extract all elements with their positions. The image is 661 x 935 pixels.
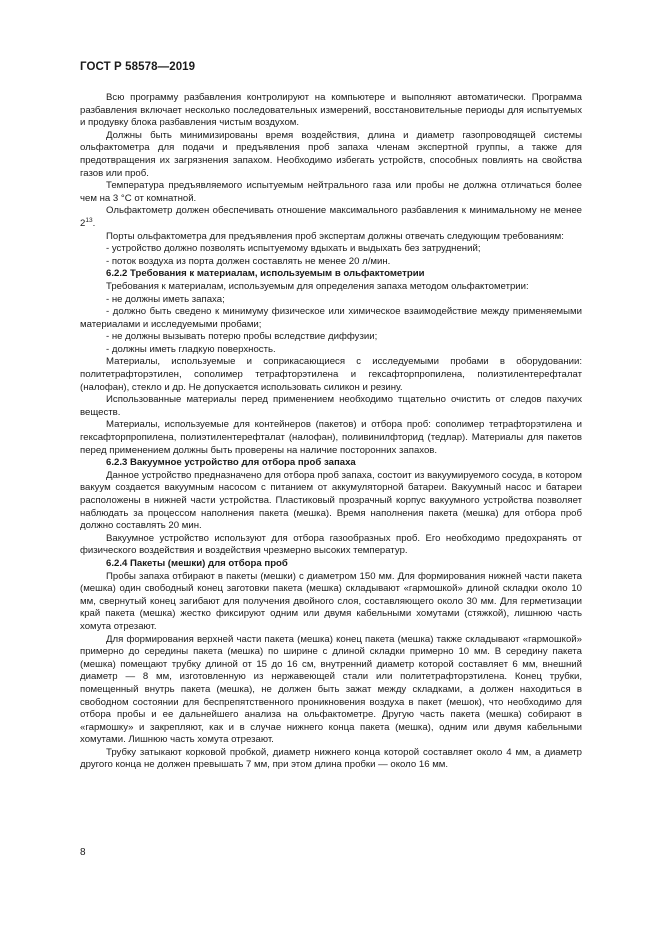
paragraph-text: Ольфактометр должен обеспечивать отношение максимального разбавления к минимальному не менее 2	[80, 205, 582, 229]
list-item: - устройство должно позволять испытуемому вдыхать и выдыхать без затруднений;	[106, 243, 481, 255]
paragraph: Для формирования верхней части пакета (мешка) конец пакета (мешка) также складывают «гармошкой» примерно до середины пакета (мешка) по ширине с длиной складки примерно 10 мм. В середину пакета (мешка) помещают трубку длиной от 15 до 16 см, внутренний диаметр которой составляет 6 мм, внешний диаметр — 8 мм, изготовленную из нержавеющей стали или политетрафторэтилена. Конец трубки, помещенный внутрь пакета (мешка), не должен быть зажат между складками, а должен находиться в свободном состоянии для беспрепятственного проникновения воздуха в пакет (мешок), что необходимо для отбора пробы и ее дальнейшего анализа на ольфактометре. Другую часть пакета (мешка) собирают в «гармошку» и закрепляют, как и в случае нижнего конца пакета (мешка), одним или двумя кабельными хомутами. Лишнюю часть хомута отрезают.	[80, 633, 582, 746]
paragraph: Использованные материалы перед применением необходимо тщательно очистить от следов пахучих веществ.	[80, 394, 582, 418]
paragraph: Температура предъявляемого испытуемым нейтрального газа или пробы не должна отличаться более чем на 3 °С от комнатной.	[80, 180, 582, 204]
paragraph: Всю программу разбавления контролируют на компьютере и выполняют автоматически. Программа разбавления включает несколько последовательных измерений, восстановительные периоды для испытуемых и продувку блока разбавления чистым воздухом.	[80, 92, 582, 129]
section-heading: 6.2.2 Требования к материалам, используемым в ольфактометрии	[106, 268, 425, 280]
paragraph	[80, 205, 582, 230]
standard-code-header: ГОСТ Р 58578—2019	[80, 61, 196, 73]
paragraph: Трубку затыкают корковой пробкой, диаметр нижнего конца которой составляет около 4 мм, а диаметр другого конца не должен превышать 7 мм, при этом длина пробки — около 16 мм.	[80, 746, 582, 771]
paragraph: - должно быть сведено к минимуму физическое или химическое взаимодействие между применяемыми материалами и исследуемыми пробами;	[80, 306, 582, 330]
paragraph: Порты ольфактометра для предъявления проб экспертам должны отвечать следующим требованиям:	[106, 230, 564, 242]
list-item: - не должны вызывать потерю пробы вследствие диффузии;	[106, 331, 378, 343]
list-item: - поток воздуха из порта должен составлять не менее 20 л/мин.	[106, 255, 391, 267]
section-heading: 6.2.4 Пакеты (мешки) для отбора проб	[106, 557, 288, 569]
page-number: 8	[80, 847, 86, 858]
exponent: 13	[85, 216, 93, 224]
paragraph: Материалы, используемые для контейнеров (пакетов) и отбора проб: сополимер тетрафторэтилена и гексафторпропилена, полиэтилентерефталат (налофан), поливинилфторид (тедлар). Материалы для пакетов перед применением должны быть проверены на наличие посторонних запахов.	[80, 419, 582, 456]
paragraph: Должны быть минимизированы время воздействия, длина и диаметр газопроводящей системы ольфактометра для подачи и предъявления проб запаха членам экспертной группы, а также для предотвращения их загрязнения запахом. Необходимо избегать устройств, способных повлиять на свойства газов или проб.	[80, 129, 582, 179]
paragraph: Вакуумное устройство используют для отбора газообразных проб. Его необходимо предохранять от физического воздействия и воздействия чрезмерно высоких температур.	[80, 532, 582, 557]
list-item: - должны иметь гладкую поверхность.	[106, 343, 276, 355]
paragraph: Данное устройство предназначено для отбора проб запаха, состоит из вакуумируемого сосуда, в котором вакуум создается вакуумным насосом с питанием от аккумуляторной батареи. Вакуумный насос и батареи расположены в нижней части устройства. Пластиковый прозрачный корпус вакуумного устройства позволяет наблюдать за процессом наполнения пакета (мешка). Время наполнения пакета (мешка) для отбора проб должно составлять 20 мин.	[80, 469, 582, 532]
section-heading: 6.2.3 Вакуумное устройство для отбора проб запаха	[106, 457, 356, 469]
list-item: - не должны иметь запаха;	[106, 293, 225, 305]
paragraph: Пробы запаха отбирают в пакеты (мешки) с диаметром 150 мм. Для формирования нижней части пакета (мешка) один свободный конец заготовки пакета (мешка) складывают «гармошкой» длиной складки около 10 мм, свернутый конец загибают для получения двойного слоя, составляющего около 30 мм. Для герметизации край пакета (мешка) жестко фиксируют одним или двумя кабельными хомутами (стяжкой), лишнюю часть хомута отрезают.	[80, 570, 582, 632]
paragraph-end: .	[92, 217, 96, 229]
paragraph: Материалы, используемые и соприкасающиеся с исследуемыми пробами в оборудовании: политетрафторэтилен, сополимер тетрафторэтилена и гексафторпропилена, полиэтилентерефталат (налофан), стекло и др. Не допускается использовать силикон и резину.	[80, 356, 582, 393]
paragraph: Требования к материалам, используемым для определения запаха методом ольфактометрии:	[106, 280, 529, 292]
document-body	[80, 92, 582, 772]
